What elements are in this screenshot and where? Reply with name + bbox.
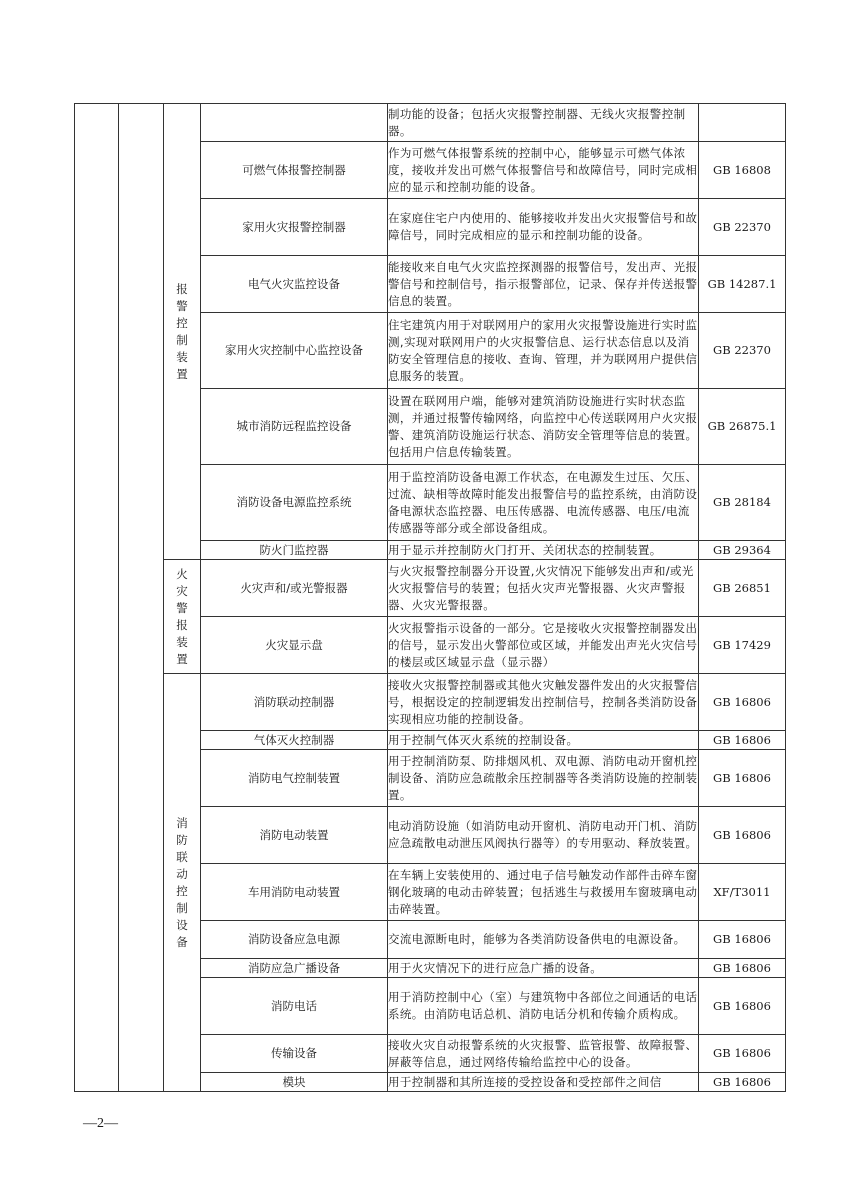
category-label: 报警控制装置 [176, 281, 188, 381]
standard-code [699, 104, 786, 142]
equipment-description: 制功能的设备；包括火灾报警控制器、无线火灾报警控制器。 [388, 104, 699, 142]
category-cell [164, 674, 201, 1092]
equipment-description: 用于控制器和其所连接的受控设备和受控部件之间信 [388, 1073, 699, 1092]
equipment-name: 家用火灾报警控制器 [201, 199, 388, 256]
equipment-name: 消防电气控制装置 [201, 750, 388, 807]
equipment-description: 用于监控消防设备电源工作状态，在电源发生过压、欠压、过流、缺相等故障时能发出报警信号的监控系统，由消防设备电源状态监控器、电压传感器、电流传感器、电压/电流传感器等部分或全部设备组成。 [388, 465, 699, 541]
equipment-description: 接收火灾报警控制器或其他火灾触发器件发出的火灾报警信号，根据设定的控制逻辑发出控制信号，控制各类消防设备实现相应功能的控制设备。 [388, 674, 699, 731]
standard-code: GB 26851 [699, 560, 786, 617]
blank-cell [119, 104, 164, 1092]
equipment-description: 作为可燃气体报警系统的控制中心，能够显示可燃气体浓度，接收并发出可燃气体报警信号和故障信号，同时完成相应的显示和控制功能的设备。 [388, 142, 699, 199]
category-label: 消防联动控制设备 [176, 815, 188, 949]
category-label: 火灾警报装置 [176, 566, 188, 666]
equipment-description: 在家庭住宅户内使用的、能够接收并发出火灾报警信号和故障信号，同时完成相应的显示和控制功能的设备。 [388, 199, 699, 256]
standard-code: GB 22370 [699, 313, 786, 389]
page-number: —2— [83, 1116, 118, 1131]
standard-code: GB 16806 [699, 750, 786, 807]
equipment-description: 住宅建筑内用于对联网用户的家用火灾报警设施进行实时监测,实现对联网用户的火灾报警信息、运行状态信息以及消防安全管理信息的接收、查询、管理，并为联网用户提供信息服务的装置。 [388, 313, 699, 389]
equipment-description: 在车辆上安装使用的、通过电子信号触发动作部件击碎车窗钢化玻璃的电动击碎装置；包括逃生与救援用车窗玻璃电动击碎装置。 [388, 864, 699, 921]
equipment-name: 气体灭火控制器 [201, 731, 388, 750]
table-row [75, 674, 786, 731]
equipment-name: 消防设备电源监控系统 [201, 465, 388, 541]
category-cell [164, 560, 201, 674]
equipment-name: 可燃气体报警控制器 [201, 142, 388, 199]
equipment-name: 消防应急广播设备 [201, 959, 388, 978]
standard-code: GB 29364 [699, 541, 786, 560]
standard-code: GB 22370 [699, 199, 786, 256]
standard-code: GB 16806 [699, 1035, 786, 1073]
standard-code: GB 16806 [699, 731, 786, 750]
equipment-table [74, 103, 786, 1092]
equipment-description: 用于消防控制中心（室）与建筑物中各部位之间通话的电话系统。由消防电话总机、消防电话分机和传输介质构成。 [388, 978, 699, 1035]
standard-code: GB 16806 [699, 959, 786, 978]
standard-code: GB 17429 [699, 617, 786, 674]
standard-code: GB 16806 [699, 978, 786, 1035]
standard-code: GB 16806 [699, 674, 786, 731]
standard-code: GB 26875.1 [699, 389, 786, 465]
standard-code: GB 16806 [699, 921, 786, 959]
equipment-description: 用于控制消防泵、防排烟风机、双电源、消防电动开窗机控制设备、消防应急疏散余压控制器等各类消防设施的控制装置。 [388, 750, 699, 807]
equipment-description: 用于控制气体灭火系统的控制设备。 [388, 731, 699, 750]
category-cell [164, 104, 201, 560]
equipment-name: 传输设备 [201, 1035, 388, 1073]
equipment-name: 消防电话 [201, 978, 388, 1035]
equipment-name: 消防联动控制器 [201, 674, 388, 731]
standard-code: GB 14287.1 [699, 256, 786, 313]
standard-code: GB 16806 [699, 807, 786, 864]
equipment-description: 火灾报警指示设备的一部分。它是接收火灾报警控制器发出的信号，显示发出火警部位或区域，并能发出声光火灾信号的楼层或区域显示盘（显示器） [388, 617, 699, 674]
equipment-name: 火灾显示盘 [201, 617, 388, 674]
equipment-name: 火灾声和/或光警报器 [201, 560, 388, 617]
equipment-name: 消防电动装置 [201, 807, 388, 864]
equipment-description: 能接收来自电气火灾监控探测器的报警信号，发出声、光报警信号和控制信号，指示报警部位，记录、保存并传送报警信息的装置。 [388, 256, 699, 313]
equipment-name: 消防设备应急电源 [201, 921, 388, 959]
equipment-name: 防火门监控器 [201, 541, 388, 560]
equipment-description: 设置在联网用户端，能够对建筑消防设施进行实时状态监测，并通过报警传输网络，向监控中心传送联网用户火灾报警、建筑消防设施运行状态、消防安全管理等信息的装置。包括用户信息传输装置。 [388, 389, 699, 465]
blank-cell [75, 104, 119, 1092]
standard-code: GB 16808 [699, 142, 786, 199]
standard-code: GB 16806 [699, 1073, 786, 1092]
table-row [75, 104, 786, 142]
equipment-name: 城市消防远程监控设备 [201, 389, 388, 465]
equipment-description: 接收火灾自动报警系统的火灾报警、监管报警、故障报警、屏蔽等信息，通过网络传输给监控中心的设备。 [388, 1035, 699, 1073]
equipment-name: 模块 [201, 1073, 388, 1092]
equipment-description: 用于火灾情况下的进行应急广播的设备。 [388, 959, 699, 978]
equipment-description: 电动消防设施（如消防电动开窗机、消防电动开门机、消防应急疏散电动泄压风阀执行器等）的专用驱动、释放装置。 [388, 807, 699, 864]
equipment-name: 车用消防电动装置 [201, 864, 388, 921]
table-row [75, 560, 786, 617]
equipment-description: 与火灾报警控制器分开设置,火灾情况下能够发出声和/或光火灾报警信号的装置；包括火灾声光警报器、火灾声警报器、火灾光警报器。 [388, 560, 699, 617]
standard-code: XF/T3011 [699, 864, 786, 921]
standard-code: GB 28184 [699, 465, 786, 541]
equipment-name: 电气火灾监控设备 [201, 256, 388, 313]
equipment-name: 家用火灾控制中心监控设备 [201, 313, 388, 389]
equipment-name [201, 104, 388, 142]
equipment-description: 交流电源断电时，能够为各类消防设备供电的电源设备。 [388, 921, 699, 959]
equipment-description: 用于显示并控制防火门打开、关闭状态的控制装置。 [388, 541, 699, 560]
